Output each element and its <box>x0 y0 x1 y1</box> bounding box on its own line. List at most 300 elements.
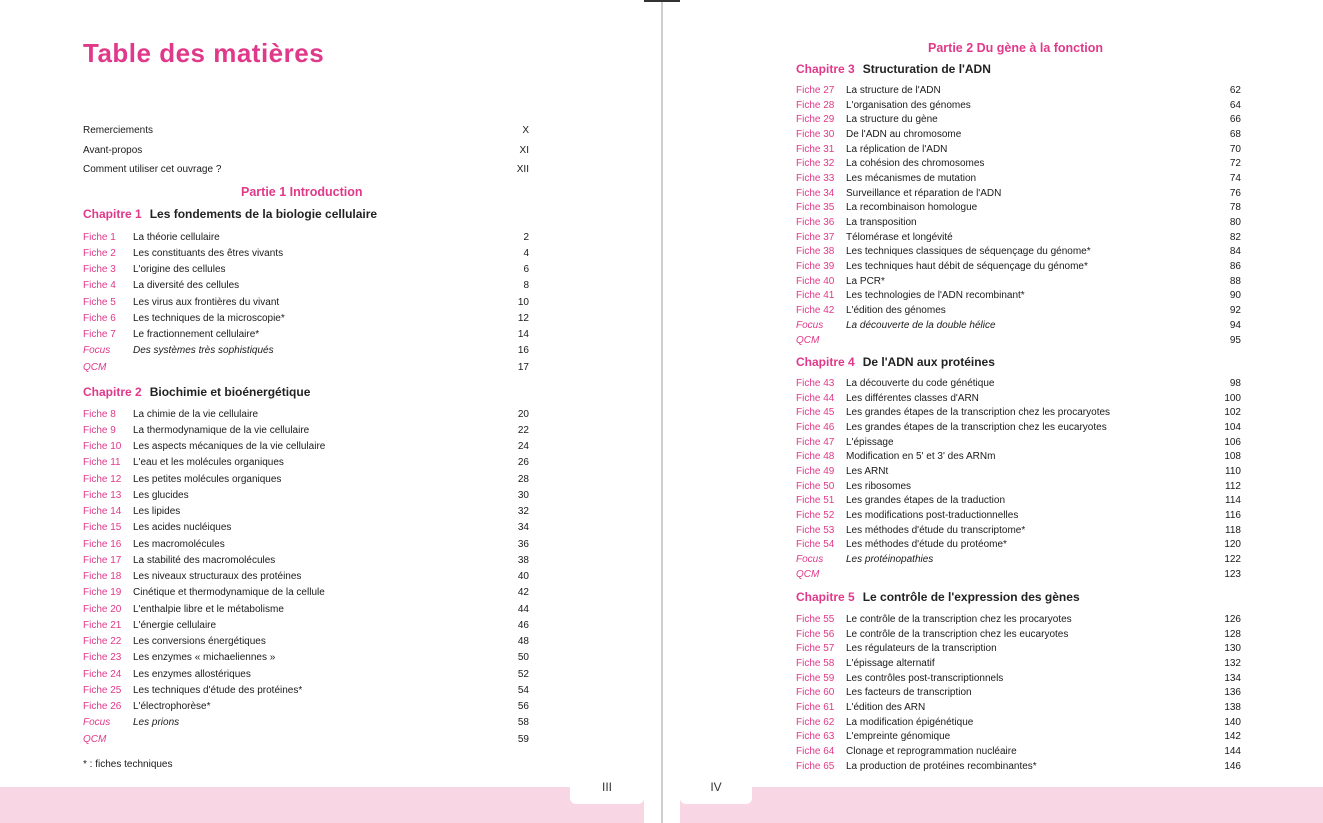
toc-row[interactable] <box>83 310 529 326</box>
toc-row[interactable] <box>796 245 1241 260</box>
toc-title: L'organisation des génomes <box>846 99 971 111</box>
chapter-title: Biochimie et bioénergétique <box>149 385 311 399</box>
toc-page: 84 <box>1229 246 1241 258</box>
preface-title: Remerciements <box>83 125 154 137</box>
toc-row[interactable] <box>796 759 1241 774</box>
footnote: * : fiches techniques <box>83 759 173 770</box>
preface-list <box>83 121 529 180</box>
toc-label: Fiche 9 <box>83 424 116 436</box>
toc-label: Fiche 31 <box>796 143 835 155</box>
toc-title: Les contrôles post-transcriptionnels <box>846 672 1004 684</box>
toc-label: QCM <box>796 334 820 346</box>
toc-label: Fiche 38 <box>796 246 835 258</box>
toc-label: Focus <box>83 717 111 729</box>
toc-label: Fiche 53 <box>796 524 835 536</box>
toc-row[interactable] <box>83 439 529 455</box>
toc-title: Les ARNt <box>846 465 889 477</box>
toc-row[interactable] <box>796 656 1241 671</box>
toc-page: 116 <box>1225 510 1241 522</box>
toc-title: La chimie de la vie cellulaire <box>133 408 259 420</box>
toc-row[interactable] <box>83 327 529 343</box>
toc-title: L'édition des ARN <box>846 701 926 713</box>
toc-title: Les lipides <box>133 506 181 518</box>
toc-page: 59 <box>517 733 529 745</box>
chapter-heading[interactable] <box>796 62 991 76</box>
toc-title: La structure de l'ADN <box>846 84 941 96</box>
toc-title: Les régulateurs de la transcription <box>846 643 997 655</box>
toc-row[interactable] <box>83 229 529 245</box>
toc-label: Fiche 45 <box>796 407 835 419</box>
toc-row[interactable] <box>83 455 529 471</box>
toc-row[interactable] <box>796 671 1241 686</box>
toc-title: Les acides nucléiques <box>133 522 232 534</box>
footer-band-right <box>680 787 1323 823</box>
toc-page: 118 <box>1225 524 1241 536</box>
toc-page: 56 <box>517 701 529 713</box>
toc-label: Fiche 36 <box>796 217 835 229</box>
toc-row[interactable] <box>796 552 1241 567</box>
toc-title: Clonage et reprogrammation nucléaire <box>846 746 1017 758</box>
toc-row[interactable] <box>796 215 1241 230</box>
toc-row[interactable] <box>796 171 1241 186</box>
toc-label: Fiche 32 <box>796 158 835 170</box>
toc-page: 98 <box>1229 377 1241 389</box>
toc-page: 76 <box>1229 187 1241 199</box>
toc-page: 90 <box>1229 290 1241 302</box>
toc-title: La diversité des cellules <box>133 280 240 292</box>
toc-page: 20 <box>517 408 529 420</box>
toc-title: La découverte du code génétique <box>846 377 995 389</box>
toc-title: Les virus aux frontières du vivant <box>133 296 280 308</box>
toc-page: 28 <box>517 473 529 485</box>
toc-row[interactable] <box>796 230 1241 245</box>
preface-page: X <box>522 125 529 137</box>
toc-label: Fiche 7 <box>83 329 116 341</box>
chapter-heading[interactable] <box>796 590 1080 604</box>
toc-page: 102 <box>1224 407 1241 419</box>
toc-page: 32 <box>517 506 529 518</box>
toc-row[interactable] <box>83 262 529 278</box>
chapter-title: Structuration de l'ADN <box>862 62 991 76</box>
toc-row[interactable] <box>83 536 529 552</box>
toc-page: 26 <box>517 457 529 469</box>
toc-row[interactable] <box>83 699 529 715</box>
toc-label: Fiche 16 <box>83 538 122 550</box>
chapter-number: Chapitre 4 <box>796 355 855 369</box>
toc-row[interactable] <box>83 731 529 747</box>
toc-row[interactable] <box>796 201 1241 216</box>
toc-page: 94 <box>1229 319 1241 331</box>
toc-label: Focus <box>796 554 824 566</box>
toc-label: Fiche 27 <box>796 84 835 96</box>
preface-title: Comment utiliser cet ouvrage ? <box>83 164 222 176</box>
toc-page: 24 <box>517 441 529 453</box>
toc-label: QCM <box>796 568 820 580</box>
toc-title: Le contrôle de la transcription chez les procaryotes <box>846 613 1072 625</box>
toc-row[interactable] <box>83 422 529 438</box>
toc-row[interactable] <box>83 520 529 536</box>
toc-title: La thermodynamique de la vie cellulaire <box>133 424 310 436</box>
toc-title: Le contrôle de la transcription chez les eucaryotes <box>846 628 1069 640</box>
toc-label: Fiche 41 <box>796 290 835 302</box>
toc-label: Fiche 25 <box>83 684 122 696</box>
toc-label: Fiche 3 <box>83 264 116 276</box>
toc-label: Fiche 1 <box>83 231 116 243</box>
toc-row[interactable] <box>83 245 529 261</box>
toc-row[interactable] <box>83 406 529 422</box>
toc-label: Fiche 30 <box>796 128 835 140</box>
toc-row[interactable] <box>83 504 529 520</box>
toc-title: Les méthodes d'étude du transcriptome* <box>846 524 1026 536</box>
toc-title: Les techniques haut débit de séquençage du génome* <box>846 261 1088 273</box>
toc-label: Fiche 6 <box>83 312 116 324</box>
toc-row[interactable] <box>83 601 529 617</box>
chapter-heading[interactable] <box>83 385 310 399</box>
toc-page: 36 <box>517 538 529 550</box>
toc-list <box>796 376 1241 582</box>
toc-page: 95 <box>1229 334 1241 346</box>
toc-title: L'énergie cellulaire <box>133 619 217 631</box>
chapter-title: De l'ADN aux protéines <box>862 355 995 369</box>
toc-label: Fiche 4 <box>83 280 116 292</box>
toc-page: 108 <box>1224 451 1241 463</box>
toc-row[interactable] <box>796 318 1241 333</box>
toc-label: Fiche 58 <box>796 657 835 669</box>
toc-row[interactable] <box>83 569 529 585</box>
toc-label: Fiche 35 <box>796 202 835 214</box>
toc-page: 66 <box>1229 114 1241 126</box>
toc-label: Fiche 59 <box>796 672 835 684</box>
page-number-right: IV <box>680 770 752 804</box>
toc-label: Fiche 22 <box>83 636 122 648</box>
toc-title: Les différentes classes d'ARN <box>846 392 979 404</box>
toc-title: La théorie cellulaire <box>133 231 220 243</box>
toc-label: Fiche 55 <box>796 613 835 625</box>
toc-page: 4 <box>523 247 529 259</box>
toc-row[interactable] <box>796 715 1241 730</box>
spine-mark <box>644 0 680 2</box>
toc-page: 136 <box>1224 687 1241 699</box>
toc-row[interactable] <box>83 634 529 650</box>
toc-row[interactable] <box>796 289 1241 304</box>
toc-row[interactable] <box>83 359 529 375</box>
chapter-number: Chapitre 1 <box>83 207 142 221</box>
toc-row[interactable] <box>796 376 1241 391</box>
toc-page: 114 <box>1225 495 1241 507</box>
preface-row[interactable] <box>83 160 529 180</box>
toc-page: 122 <box>1224 554 1241 566</box>
chapter-heading[interactable] <box>83 207 377 221</box>
toc-page: 138 <box>1224 701 1241 713</box>
toc-page: 120 <box>1224 539 1241 551</box>
toc-row[interactable] <box>83 294 529 310</box>
toc-label: Fiche 44 <box>796 392 835 404</box>
chapter-title: Le contrôle de l'expression des gènes <box>862 590 1080 604</box>
toc-label: Fiche 62 <box>796 716 835 728</box>
toc-row[interactable] <box>796 523 1241 538</box>
toc-list <box>796 612 1241 774</box>
toc-title: Les mécanismes de mutation <box>846 172 977 184</box>
toc-label: Fiche 49 <box>796 465 835 477</box>
toc-label: Fiche 63 <box>796 731 835 743</box>
toc-row[interactable] <box>796 730 1241 745</box>
toc-label: Fiche 24 <box>83 668 122 680</box>
toc-row[interactable] <box>796 494 1241 509</box>
toc-row[interactable] <box>796 567 1241 582</box>
toc-title: Le fractionnement cellulaire* <box>133 329 260 341</box>
toc-title: L'électrophorèse* <box>133 701 211 713</box>
toc-label: Fiche 10 <box>83 441 122 453</box>
preface-row[interactable] <box>83 141 529 161</box>
toc-page: 74 <box>1229 172 1241 184</box>
toc-row[interactable] <box>796 479 1241 494</box>
page-title: Table des matières <box>83 38 325 68</box>
toc-label: Fiche 61 <box>796 701 835 713</box>
toc-row[interactable] <box>83 343 529 359</box>
toc-label: Fiche 14 <box>83 506 122 518</box>
toc-title: La découverte de la double hélice <box>846 319 996 331</box>
toc-title: Les enzymes allostériques <box>133 668 251 680</box>
toc-title: La recombinaison homologue <box>846 202 978 214</box>
toc-title: La stabilité des macromolécules <box>133 554 276 566</box>
toc-list <box>796 83 1241 347</box>
toc-title: La réplication de l'ADN <box>846 143 948 155</box>
toc-title: Les grandes étapes de la transcription chez les eucaryotes <box>846 421 1107 433</box>
toc-label: Fiche 5 <box>83 296 116 308</box>
toc-row[interactable] <box>796 449 1241 464</box>
toc-row[interactable] <box>796 259 1241 274</box>
toc-row[interactable] <box>796 112 1241 127</box>
toc-label: Fiche 46 <box>796 421 835 433</box>
toc-row[interactable] <box>796 627 1241 642</box>
toc-title: Les techniques de la microscopie* <box>133 312 285 324</box>
toc-page: 14 <box>517 329 529 341</box>
preface-row[interactable] <box>83 121 529 141</box>
toc-title: Les enzymes « michaeliennes » <box>133 652 276 664</box>
toc-row[interactable] <box>83 585 529 601</box>
toc-label: Fiche 18 <box>83 571 122 583</box>
toc-label: Fiche 57 <box>796 643 835 655</box>
toc-label: Fiche 19 <box>83 587 122 599</box>
toc-title: Les grandes étapes de la transcription chez les procaryotes <box>846 407 1111 419</box>
toc-label: QCM <box>83 733 107 745</box>
toc-page: 70 <box>1229 143 1241 155</box>
toc-label: Fiche 33 <box>796 172 835 184</box>
toc-title: Les modifications post-traductionnelles <box>846 510 1019 522</box>
toc-title: Les technologies de l'ADN recombinant* <box>846 290 1025 302</box>
toc-row[interactable] <box>796 685 1241 700</box>
toc-row[interactable] <box>796 83 1241 98</box>
toc-page: 68 <box>1229 128 1241 140</box>
toc-title: Les aspects mécaniques de la vie cellulaire <box>133 441 326 453</box>
toc-row[interactable] <box>796 420 1241 435</box>
toc-page: 110 <box>1225 465 1241 477</box>
toc-label: Fiche 26 <box>83 701 122 713</box>
toc-row[interactable] <box>796 274 1241 289</box>
toc-title: Télomérase et longévité <box>846 231 953 243</box>
toc-row[interactable] <box>796 391 1241 406</box>
toc-page: 146 <box>1224 760 1241 772</box>
toc-label: Fiche 11 <box>83 457 121 469</box>
toc-page: 132 <box>1224 657 1241 669</box>
toc-row[interactable] <box>796 303 1241 318</box>
toc-label: Fiche 28 <box>796 99 835 111</box>
toc-title: Les méthodes d'étude du protéome* <box>846 539 1007 551</box>
toc-title: Les techniques d'étude des protéines* <box>133 684 303 696</box>
toc-title: L'empreinte génomique <box>846 731 951 743</box>
toc-page: 126 <box>1224 613 1241 625</box>
toc-label: Fiche 52 <box>796 510 835 522</box>
partie-heading: Partie 1 Introduction <box>241 185 363 199</box>
toc-label: Fiche 42 <box>796 305 835 317</box>
chapter-heading[interactable] <box>796 355 995 369</box>
toc-row[interactable] <box>796 612 1241 627</box>
toc-list <box>83 406 529 747</box>
toc-page: 6 <box>523 264 529 276</box>
toc-label: Fiche 23 <box>83 652 122 664</box>
toc-title: Les techniques classiques de séquençage du génome* <box>846 246 1091 258</box>
toc-row[interactable] <box>83 278 529 294</box>
toc-row[interactable] <box>796 641 1241 656</box>
toc-title: La modification épigénétique <box>846 716 974 728</box>
toc-label: Fiche 50 <box>796 480 835 492</box>
toc-page: 58 <box>517 717 529 729</box>
toc-title: Cinétique et thermodynamique de la cellule <box>133 587 325 599</box>
toc-page: 130 <box>1224 643 1241 655</box>
toc-title: Les niveaux structuraux des protéines <box>133 571 302 583</box>
toc-row[interactable] <box>83 650 529 666</box>
book-spine <box>661 0 663 823</box>
toc-label: Focus <box>796 319 824 331</box>
toc-label: Fiche 37 <box>796 231 835 243</box>
toc-page: 140 <box>1224 716 1241 728</box>
toc-row[interactable] <box>796 464 1241 479</box>
toc-page: 34 <box>517 522 529 534</box>
toc-page: 100 <box>1224 392 1241 404</box>
preface-page: XI <box>519 144 529 156</box>
toc-row[interactable] <box>796 508 1241 523</box>
chapter-number: Chapitre 5 <box>796 590 855 604</box>
toc-label: Fiche 34 <box>796 187 835 199</box>
toc-page: 38 <box>517 554 529 566</box>
toc-label: Fiche 20 <box>83 603 122 615</box>
toc-label: Fiche 39 <box>796 261 835 273</box>
toc-label: Fiche 54 <box>796 539 835 551</box>
toc-title: La PCR* <box>846 275 885 287</box>
toc-page: 46 <box>517 619 529 631</box>
toc-row[interactable] <box>83 487 529 503</box>
toc-page: 88 <box>1229 275 1241 287</box>
toc-title: Modification en 5' et 3' des ARNm <box>846 451 996 463</box>
toc-page: 78 <box>1229 202 1241 214</box>
toc-label: Fiche 40 <box>796 275 835 287</box>
toc-title: Surveillance et réparation de l'ADN <box>846 187 1002 199</box>
toc-page: 86 <box>1229 261 1241 273</box>
toc-label: Fiche 13 <box>83 489 122 501</box>
toc-row[interactable] <box>83 552 529 568</box>
toc-page: 112 <box>1225 480 1241 492</box>
toc-page: 22 <box>517 424 529 436</box>
toc-label: Fiche 51 <box>796 495 835 507</box>
toc-label: Fiche 17 <box>83 554 122 566</box>
toc-page: 64 <box>1229 99 1241 111</box>
toc-row[interactable] <box>83 471 529 487</box>
toc-row[interactable] <box>83 715 529 731</box>
toc-title: L'enthalpie libre et le métabolisme <box>133 603 284 615</box>
toc-page: 106 <box>1224 436 1241 448</box>
toc-label: QCM <box>83 361 107 373</box>
toc-page: 62 <box>1229 84 1241 96</box>
toc-label: Fiche 43 <box>796 377 835 389</box>
toc-title: Les constituants des êtres vivants <box>133 247 284 259</box>
toc-label: Fiche 48 <box>796 451 835 463</box>
toc-row[interactable] <box>796 333 1241 348</box>
toc-title: Les petites molécules organiques <box>133 473 282 485</box>
toc-row[interactable] <box>83 666 529 682</box>
toc-row[interactable] <box>796 142 1241 157</box>
toc-page: 128 <box>1224 628 1241 640</box>
page-number-left: III <box>570 770 644 804</box>
toc-row[interactable] <box>796 700 1241 715</box>
toc-row[interactable] <box>796 405 1241 420</box>
toc-label: Focus <box>83 345 111 357</box>
toc-page: 123 <box>1224 568 1241 580</box>
toc-page: 44 <box>517 603 529 615</box>
toc-title: Des systèmes très sophistiqués <box>133 345 274 357</box>
toc-page: 50 <box>517 652 529 664</box>
toc-label: Fiche 21 <box>83 619 122 631</box>
toc-row[interactable] <box>796 435 1241 450</box>
toc-page: 48 <box>517 636 529 648</box>
toc-row[interactable] <box>796 538 1241 553</box>
toc-page: 54 <box>517 684 529 696</box>
toc-page: 72 <box>1229 158 1241 170</box>
toc-title: Les ribosomes <box>846 480 912 492</box>
chapter-number: Chapitre 2 <box>83 385 142 399</box>
toc-row[interactable] <box>796 156 1241 171</box>
toc-row[interactable] <box>796 186 1241 201</box>
chapter-title: Les fondements de la biologie cellulaire <box>149 207 378 221</box>
toc-label: Fiche 15 <box>83 522 122 534</box>
toc-page: 142 <box>1224 731 1241 743</box>
toc-title: La structure du gène <box>846 114 938 126</box>
toc-title: Les glucides <box>133 489 189 501</box>
toc-title: Les facteurs de transcription <box>846 687 972 699</box>
toc-page: 40 <box>517 571 529 583</box>
toc-page: 144 <box>1224 746 1241 758</box>
toc-label: Fiche 65 <box>796 760 835 772</box>
toc-label: Fiche 60 <box>796 687 835 699</box>
preface-page: XII <box>516 164 529 176</box>
toc-page: 8 <box>523 280 529 292</box>
toc-page: 92 <box>1229 305 1241 317</box>
toc-row[interactable] <box>796 127 1241 142</box>
toc-page: 134 <box>1224 672 1241 684</box>
toc-page: 80 <box>1229 217 1241 229</box>
toc-label: Fiche 56 <box>796 628 835 640</box>
toc-title: L'eau et les molécules organiques <box>133 457 284 469</box>
toc-page: 104 <box>1224 421 1241 433</box>
partie-heading: Partie 2 Du gène à la fonction <box>928 41 1104 55</box>
toc-title: De l'ADN au chromosome <box>846 128 962 140</box>
toc-page: 17 <box>517 361 529 373</box>
toc-row[interactable] <box>83 682 529 698</box>
toc-title: Les protéinopathies <box>846 554 934 566</box>
toc-row[interactable] <box>796 98 1241 113</box>
toc-row[interactable] <box>83 617 529 633</box>
toc-row[interactable] <box>796 744 1241 759</box>
toc-label: Fiche 64 <box>796 746 835 758</box>
